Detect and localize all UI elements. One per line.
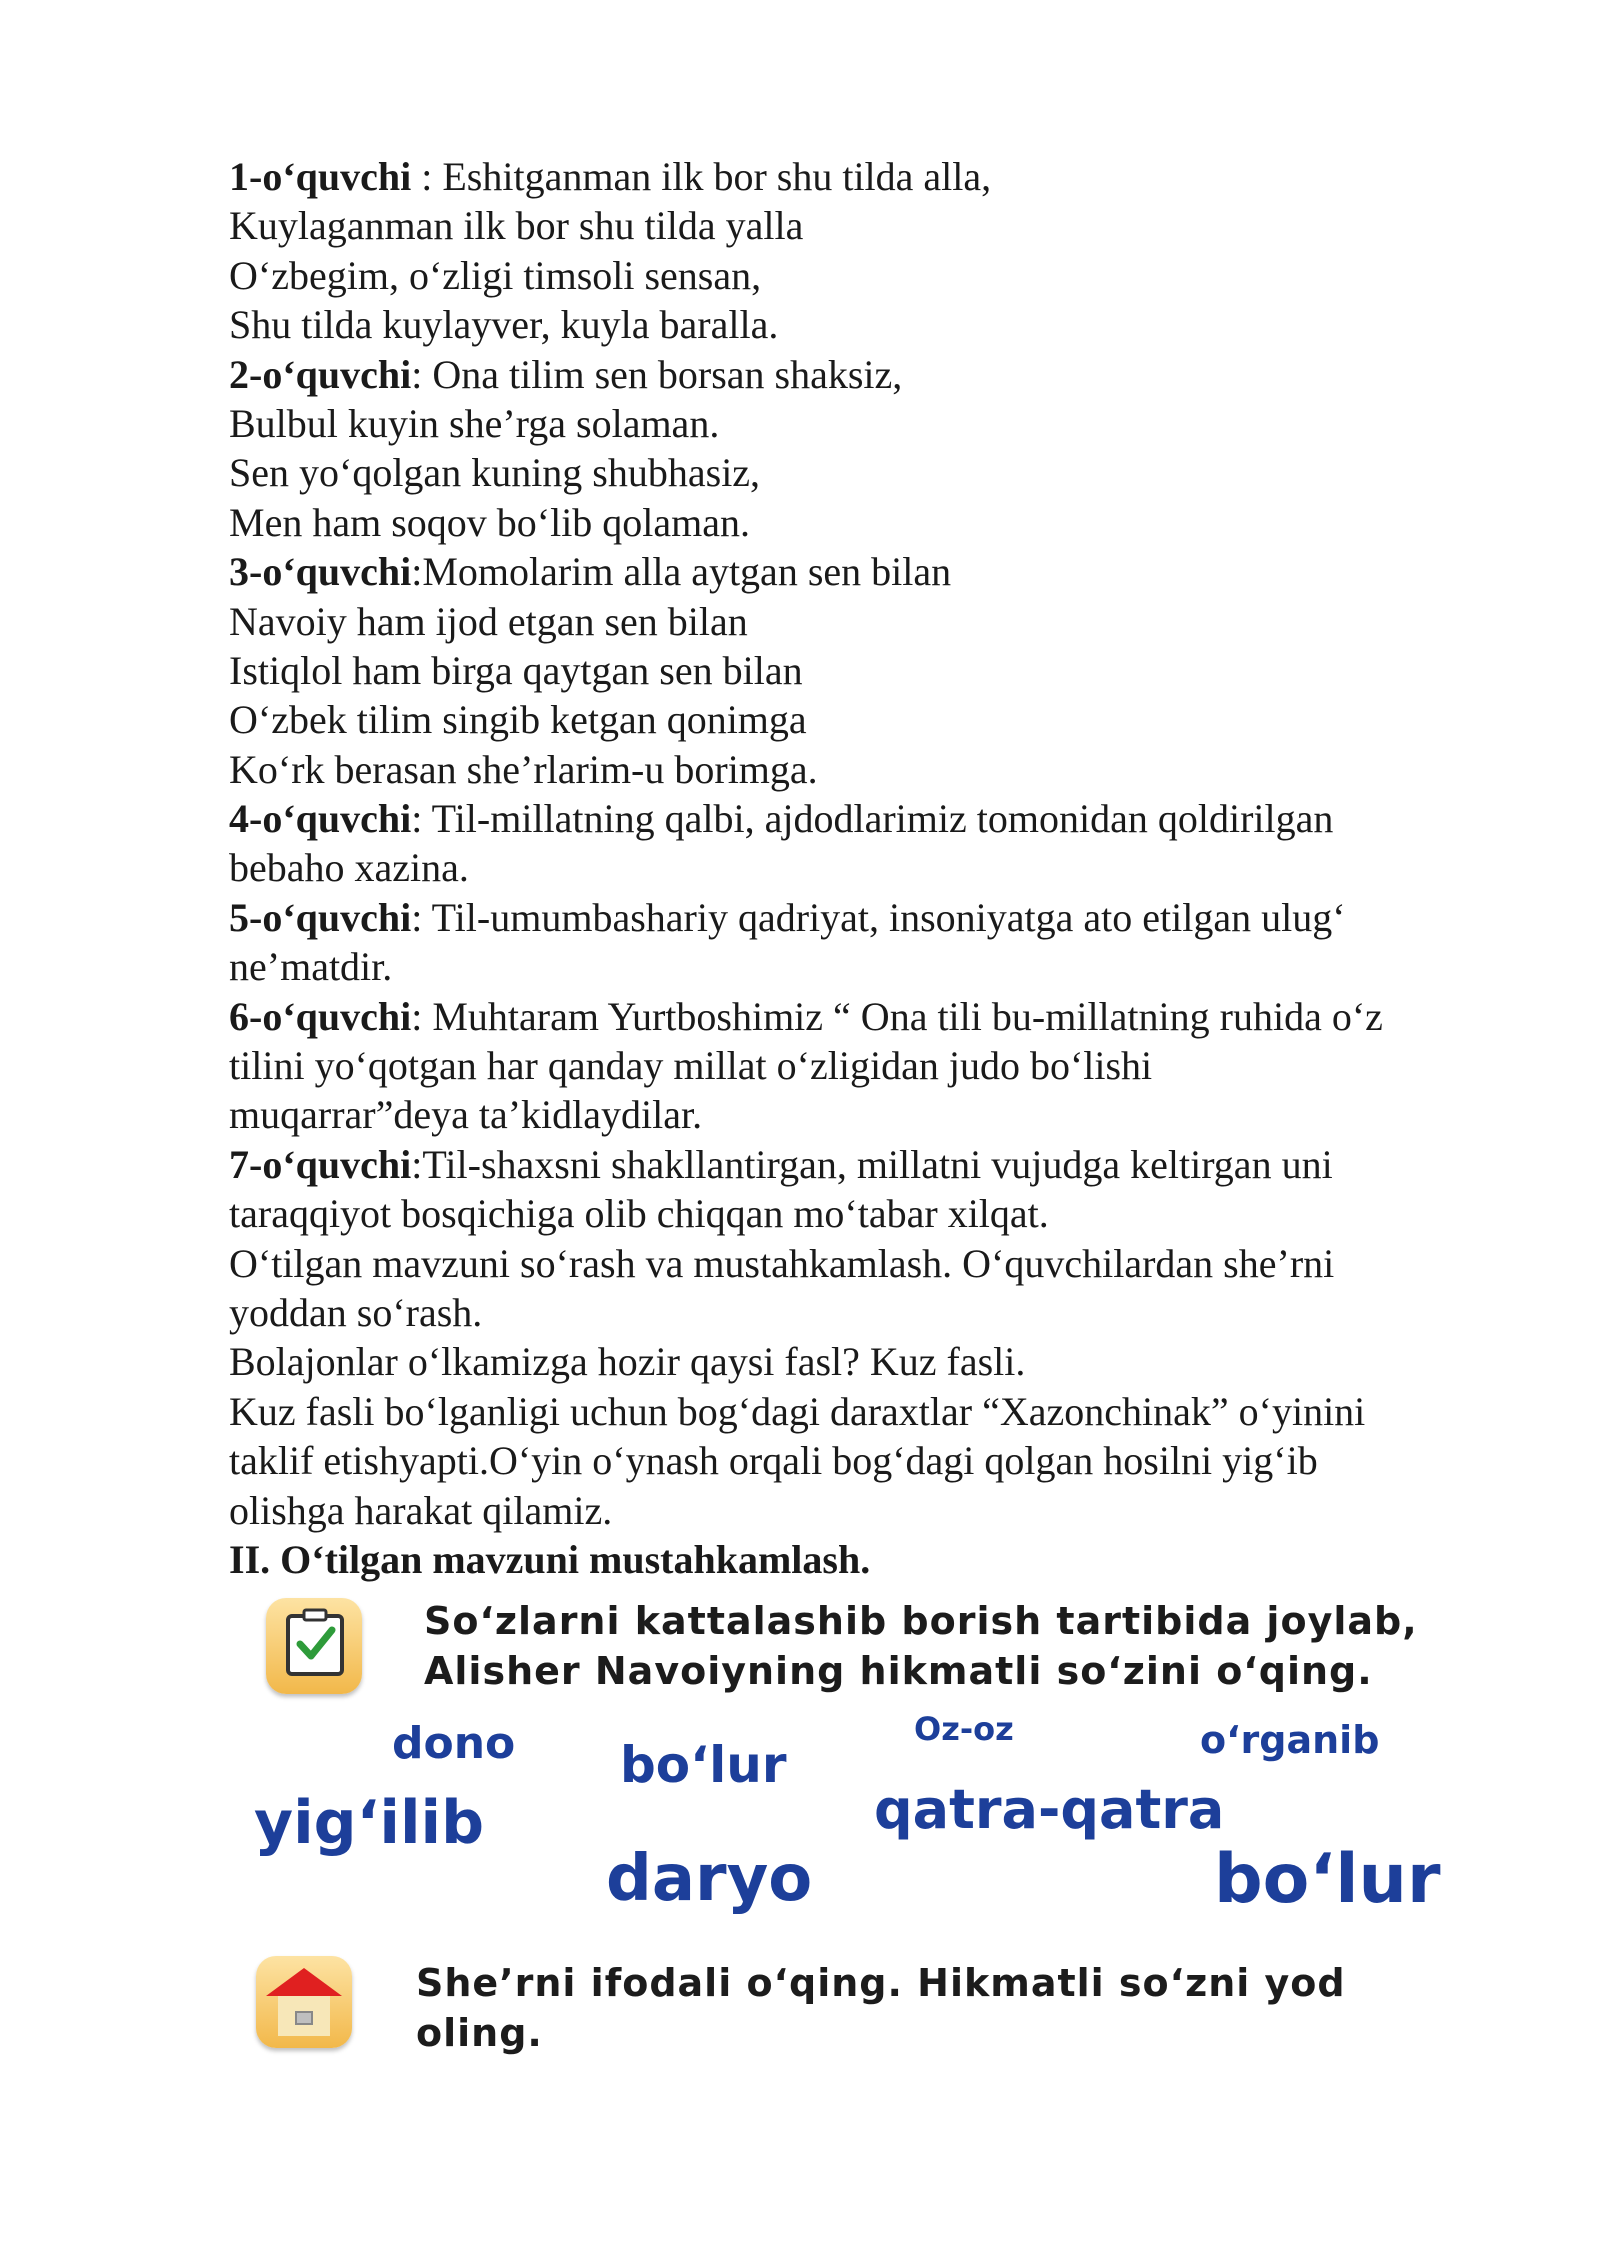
- text-line: [229, 1239, 1519, 1288]
- line-text: taraqqiyot bosqichiga olib chiqqan mo‘tabar xilqat.: [229, 1191, 1049, 1237]
- task2-line2: oling.: [416, 2011, 543, 2055]
- text-line: [229, 498, 1519, 547]
- word-daryo: daryo: [606, 1842, 813, 1916]
- text-line: [229, 399, 1519, 448]
- line-text: ne’matdir.: [229, 944, 393, 990]
- text-line: [229, 300, 1519, 349]
- speaker-label: 1-o‘quvchi: [229, 154, 412, 199]
- text-line: [229, 547, 1519, 596]
- word-qatra-qatra: qatra-qatra: [874, 1778, 1225, 1841]
- text-line: [229, 1288, 1519, 1337]
- text-line: [229, 992, 1519, 1041]
- line-text: Shu tilda kuylayver, kuyla baralla.: [229, 302, 779, 348]
- speaker-label: 6-o‘quvchi: [229, 993, 412, 1039]
- text-line: [229, 745, 1519, 794]
- text-line: [229, 251, 1519, 300]
- speaker-label: 4-o‘quvchi: [229, 796, 412, 842]
- line-text: O‘zbek tilim singib ketgan qonimga: [229, 697, 807, 743]
- text-line: [229, 1140, 1519, 1189]
- line-text: Ko‘rk berasan she’rlarim-u borimga.: [229, 746, 818, 792]
- text-line: [229, 843, 1519, 892]
- text-line: [229, 893, 1519, 942]
- paragraph-list: [229, 152, 1519, 1535]
- line-text: Sen yo‘qolgan kuning shubhasiz,: [229, 450, 761, 496]
- line-text: Kuylaganman ilk bor shu tilda yalla: [229, 203, 804, 249]
- speaker-label: 7-o‘quvchi: [229, 1141, 412, 1187]
- text-line: [229, 1436, 1519, 1485]
- text-line: [229, 794, 1519, 843]
- line-text: : Eshitganman ilk bor shu tilda alla,: [411, 154, 992, 199]
- line-text: :Momolarim alla aytgan sen bilan: [411, 549, 952, 595]
- line-text: O‘tilgan mavzuni so‘rash va mustahkamlash. O‘quvchilardan she’rni: [229, 1240, 1335, 1286]
- text-line: [229, 350, 1519, 399]
- task2-line1: She’rni ifodali o‘qing. Hikmatli so‘zni yod: [416, 1961, 1346, 2005]
- line-text: : Ona tilim sen borsan shaksiz,: [411, 351, 903, 397]
- line-text: Navoiy ham ijod etgan sen bilan: [229, 598, 748, 644]
- text-line: [229, 1189, 1519, 1238]
- section-heading: II. O‘tilgan mavzuni mustahkamlash.: [229, 1536, 871, 1582]
- word-organib: o‘rganib: [1200, 1718, 1380, 1762]
- text-line: [229, 1486, 1519, 1535]
- text-line: [229, 1090, 1519, 1139]
- line-text: Kuz fasli bo‘lganligi uchun bog‘dagi daraxtlar “Xazonchinak” o‘yinini: [229, 1388, 1366, 1434]
- text-line: [229, 942, 1519, 991]
- line-text: yoddan so‘rash.: [229, 1289, 483, 1335]
- speaker-label: 2-o‘quvchi: [229, 351, 412, 397]
- line-text: : Til-umumbashariy qadriyat, insoniyatga ato etilgan ulug‘: [411, 894, 1346, 940]
- speaker-label: 3-o‘quvchi: [229, 549, 412, 595]
- task1-line1: So‘zlarni kattalashib borish tartibida joylab,: [424, 1599, 1418, 1643]
- word-dono: dono: [392, 1718, 516, 1769]
- line-text: bebaho xazina.: [229, 845, 469, 891]
- line-text: : Til-millatning qalbi, ajdodlarimiz tomonidan qoldirilgan: [411, 796, 1334, 842]
- text-line: [229, 1337, 1519, 1386]
- line-text: muqarrar”deya ta’kidlaydilar.: [229, 1092, 703, 1138]
- line-text: tilini yo‘qotgan har qanday millat o‘zligidan judo bo‘lishi: [229, 1043, 1153, 1089]
- line-text: :Til-shaxsni shakllantirgan, millatni vujudga keltirgan uni: [411, 1141, 1333, 1187]
- text-line: [229, 1041, 1519, 1090]
- text-line: [229, 695, 1519, 744]
- line-text: taklif etishyapti.O‘yin o‘ynash orqali bog‘dagi qolgan hosilni yig‘ib: [229, 1438, 1318, 1484]
- text-line: [229, 201, 1519, 250]
- word-oz-oz: Oz-oz: [914, 1710, 1014, 1748]
- word-yigilib: yig‘ilib: [254, 1788, 485, 1858]
- text-line: [229, 1387, 1519, 1436]
- line-text: olishga harakat qilamiz.: [229, 1487, 613, 1533]
- text-line: [229, 152, 1519, 201]
- line-text: Istiqlol ham birga qaytgan sen bilan: [229, 647, 803, 693]
- line-text: Men ham soqov bo‘lib qolaman.: [229, 499, 751, 545]
- word-bolur-2: bo‘lur: [1214, 1840, 1441, 1919]
- text-line: [229, 646, 1519, 695]
- line-text: Bolajonlar o‘lkamizga hozir qaysi fasl? Kuz fasli.: [229, 1339, 1026, 1385]
- house-icon: [256, 1956, 352, 2048]
- checklist-icon: [266, 1598, 362, 1694]
- textbook-exercise: [250, 1586, 1486, 2054]
- speaker-label: 5-o‘quvchi: [229, 894, 412, 940]
- line-text: : Muhtaram Yurtboshimiz “ Ona tili bu-millatning ruhida o‘z: [411, 993, 1383, 1039]
- text-line: [229, 448, 1519, 497]
- word-bolur-1: bo‘lur: [620, 1736, 787, 1794]
- task1-line2: Alisher Navoiyning hikmatli so‘zini o‘qing.: [424, 1649, 1373, 1693]
- line-text: O‘zbegim, o‘zligi timsoli sensan,: [229, 252, 762, 298]
- lesson-text: [229, 152, 1519, 1584]
- line-text: Bulbul kuyin she’rga solaman.: [229, 400, 720, 446]
- text-line: [229, 597, 1519, 646]
